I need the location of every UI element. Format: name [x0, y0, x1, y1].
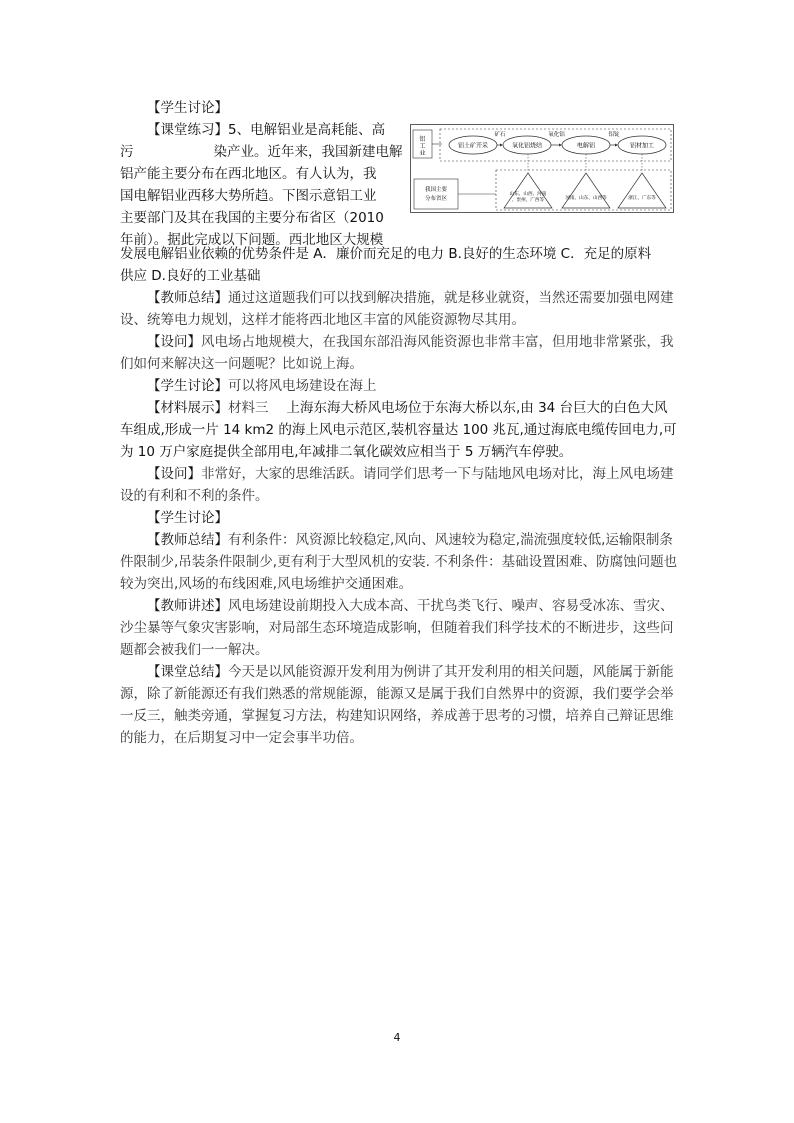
student-discussion-3: 【学生讨论】: [147, 510, 228, 526]
chain-arrow-label: 铝锭: [608, 132, 620, 138]
teacher-lecture: 【教师讲述】风电场建设前期投入大成本高、干扰鸟类飞行、噪声、容易受冰冻、雪灾、沙尘暴等气象灾害影响，对局部生态环境造成影响，但随着我们科学技术的不断进步，这些问题都会被我们一一解决。: [120, 598, 674, 658]
chain-arrow-label: 氧化铝: [548, 132, 565, 138]
question-1: 【设问】风电场占地规模大，在我国东部沿海风能资源也非常丰富，但用地非常紧张，我们如何来解决这一问题呢？比如说上海。: [120, 334, 674, 372]
region-triangle-label: 河南、山东、山西等: [565, 196, 607, 201]
chain-node-label: 铝土矿开采: [457, 142, 489, 150]
exercise-label: 【课堂练习】: [147, 122, 228, 138]
aluminum-industry-diagram: [410, 124, 674, 213]
chain-node-label: 氧化铝烧结: [511, 142, 543, 150]
region-label-line1: 我国主要: [424, 187, 448, 193]
chain-node-label: 电解铝: [576, 142, 596, 150]
exercise-options: 发展电解铝业依赖的优势条件是 A．廉价而充足的电力 B.良好的生态环境 C．充足的原料 供应 D.良好的工业基础: [120, 246, 652, 284]
exercise-paragraph: 【课堂练习】5、电解铝业是高耗能、高 污 染产业。近年来，我国新建电解 铝产能主要分布在西北地区。有人认为，我 国电解铝业西移大势所趋。下图示意铝工业 主要部门及其在我国的主要分布省区（2010 年前）。据此完成以下问题。西北地区大规模: [120, 122, 403, 248]
region-label-box: [414, 179, 458, 209]
class-summary: 【课堂总结】今天是以风能资源开发利用为例讲了其开发利用的相关问题，风能属于新能源，除了新能源还有我们熟悉的常规能源，能源又是属于我们自然界中的资源，我们要学会举一反三，触类旁通，掌握复习方法，构建知识网络，养成善于思考的习惯，培养自己辩证思维的能力，在后期复习中一定会事半功倍。: [120, 664, 674, 746]
region-triangle-label: 山东、山西、河南、贵州、广西等: [509, 192, 547, 203]
chain-arrow-label: 矿石: [494, 132, 506, 138]
question-2: 【设问】非常好，大家的思维活跃。请同学们思考一下与陆地风电场对比，海上风电场建设的有利和不利的条件。: [120, 466, 674, 504]
region-label-line2: 分布省区: [424, 196, 448, 202]
student-discussion-2: 【学生讨论】可以将风电场建设在海上: [147, 378, 377, 394]
teacher-summary-2: 【教师总结】有利条件：风资源比较稳定,风向、风速较为稳定,湍流强度较低,运输限制条件限制少,吊装条件限制少,更有利于大型风机的安装. 不利条件：基础设置困难、防腐蚀问题也较为突出,风场的布线困难,风电场维护交通困难。: [120, 532, 678, 592]
teacher-summary-1: 【教师总结】通过这道题我们可以找到解决措施，就是移业就资，当然还需要加强电网建设、统筹电力规划，这样才能将西北地区丰富的风能资源物尽其用。: [120, 290, 674, 328]
material-three: 【材料展示】材料三 上海东海大桥风电场位于东海大桥以东,由 34 台巨大的白色大风车组成,形成一片 14 km2 的海上风电示范区,装机容量达 100 兆瓦,通过海底电缆传回电力,可为 10 万户家庭提供全部用电,年减排二氧化碳效应相当于 5 万辆汽车停驶。: [120, 400, 677, 460]
industry-label: 铝工业: [419, 136, 426, 157]
chain-node-label: 铝材加工: [629, 142, 655, 150]
region-triangle-label: 浙江、广东等: [628, 196, 656, 201]
page-number: 4: [393, 1031, 401, 1044]
student-discussion-heading: 【学生讨论】: [147, 100, 228, 116]
